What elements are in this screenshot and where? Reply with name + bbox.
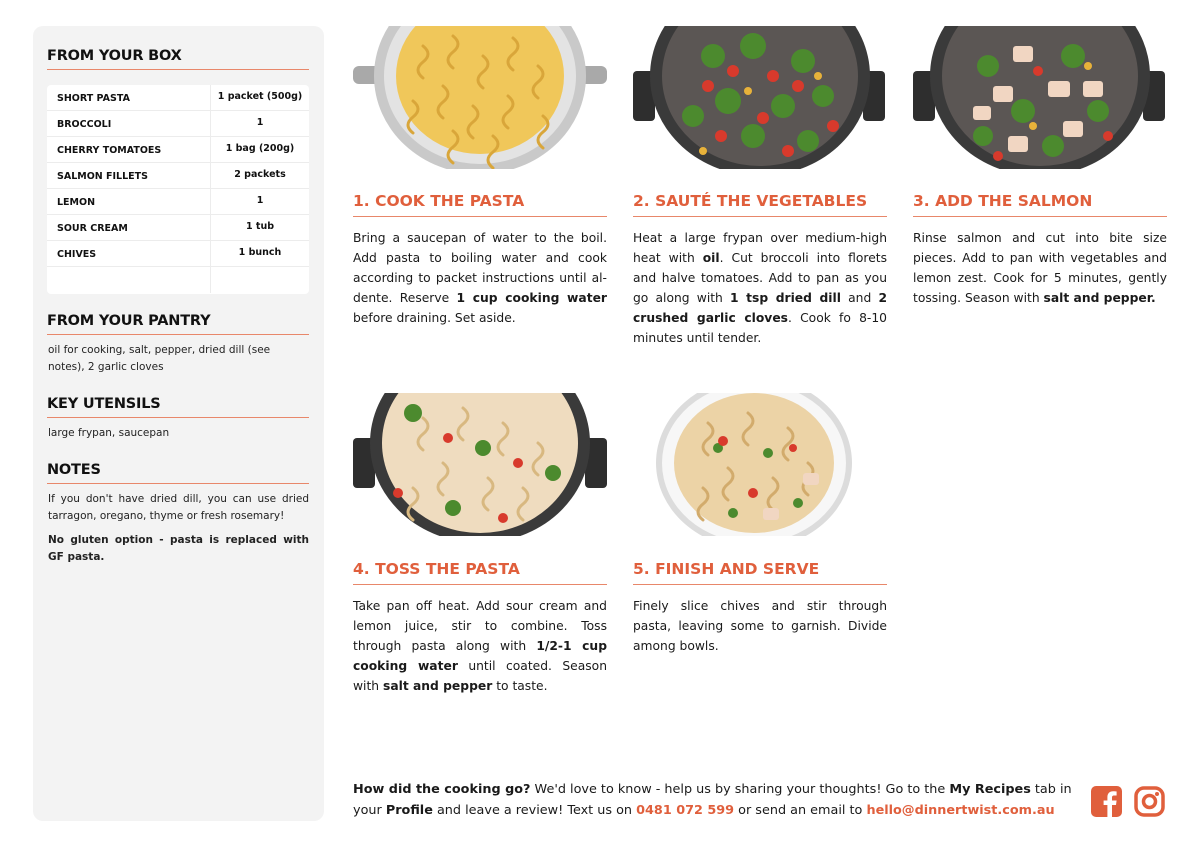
- ingredient-qty: 1 bag (200g): [225, 143, 295, 154]
- box-ingredients-table: [47, 85, 309, 294]
- emphasis-text: salt and pepper: [383, 679, 493, 693]
- ingredient-name: BROCCOLI: [57, 119, 112, 130]
- from-your-pantry-heading: FROM YOUR PANTRY: [47, 313, 309, 335]
- pantry-text: oil for cooking, salt, pepper, dried dill (see notes), 2 garlic cloves: [48, 344, 271, 373]
- body-text: . Cut broccoli into florets and halve tomatoes. Add to pan as you go along with: [633, 251, 887, 305]
- emphasis-text: salt and pepper.: [1043, 291, 1156, 305]
- table-row: [47, 163, 309, 189]
- body-text: until coated. Season with: [353, 659, 607, 693]
- emphasis-text: oil: [702, 251, 720, 265]
- step-2-image: [633, 26, 887, 169]
- facebook-icon[interactable]: [1091, 786, 1122, 817]
- step-4-body: [353, 596, 607, 696]
- phone-link[interactable]: 0481 072 599: [636, 803, 735, 818]
- table-row: [47, 137, 309, 163]
- footer-part: We'd love to know - help us by sharing your thoughts! Go to the: [530, 782, 950, 797]
- step-1-body: [353, 228, 607, 328]
- step-1-image: [353, 26, 607, 169]
- ingredient-qty: 2 packets: [234, 169, 286, 180]
- body-text: . Cook fo 8-10 minutes until tender.: [633, 311, 887, 345]
- body-text: Bring a saucepan of water to the boil. Add pasta to boiling water and cook according to packet instructions until al-dente. Reserve: [353, 231, 607, 305]
- body-text: and: [840, 291, 879, 305]
- step-3-image: [913, 26, 1167, 169]
- table-row: [47, 111, 309, 137]
- body-text: before draining. Set aside.: [353, 311, 516, 325]
- step-1-title: 1. COOK THE PASTA: [353, 192, 607, 217]
- body-text: Finely slice chives and stir through pasta, leaving some to garnish. Divide among bowls.: [633, 599, 887, 653]
- ingredient-name: CHIVES: [57, 249, 97, 260]
- table-row: [47, 215, 309, 241]
- step-2-title: 2. SAUTÉ THE VEGETABLES: [633, 192, 887, 217]
- emphasis-text: 1 cup cooking water: [456, 291, 607, 305]
- step-5-body: [633, 596, 887, 656]
- ingredient-name: SALMON FILLETS: [57, 171, 148, 182]
- emphasis-text: 1 tsp dried dill: [730, 291, 841, 305]
- step-5-title: 5. FINISH AND SERVE: [633, 560, 887, 585]
- key-utensils-heading: KEY UTENSILS: [47, 396, 309, 418]
- feedback-footer: [353, 779, 1073, 821]
- gluten-note: No gluten option - pasta is replaced with GF pasta.: [48, 534, 309, 563]
- notes-text: If you don't have dried dill, you can use dried tarragon, oregano, thyme or fresh rosemary!: [48, 493, 309, 522]
- profile-link: Profile: [385, 803, 433, 818]
- body-text: Take pan off heat. Add sour cream and lemon juice, stir to combine. Toss through pasta along with: [353, 599, 607, 653]
- email-link[interactable]: hello@dinnertwist.com.au: [866, 803, 1055, 818]
- ingredient-name: LEMON: [57, 197, 96, 208]
- emphasis-text: 2 crushed garlic cloves: [633, 291, 887, 325]
- instagram-icon[interactable]: [1134, 786, 1165, 817]
- footer-part: or send an email to: [734, 803, 867, 818]
- utensils-text: large frypan, saucepan: [48, 427, 170, 439]
- notes-heading: NOTES: [47, 462, 309, 484]
- step-3-body: [913, 228, 1167, 308]
- step-3-title: 3. ADD THE SALMON: [913, 192, 1167, 217]
- my-recipes-link: My Recipes: [949, 782, 1031, 797]
- table-row: [47, 189, 309, 215]
- body-text: to taste.: [492, 679, 548, 693]
- step-4-image: [353, 393, 607, 536]
- ingredient-qty: 1 tub: [245, 221, 275, 232]
- footer-part: How did the cooking go?: [353, 782, 531, 797]
- footer-part: tab in your: [353, 782, 1072, 818]
- ingredient-qty: 1: [256, 195, 264, 206]
- table-row: [47, 241, 309, 267]
- footer-part: and leave a review! Text us on: [432, 803, 637, 818]
- emphasis-text: 1/2-1 cup cooking water: [353, 639, 607, 673]
- ingredients-sidebar: [33, 26, 324, 821]
- ingredient-qty: 1 packet (500g): [217, 91, 303, 102]
- ingredient-name: CHERRY TOMATOES: [57, 145, 162, 156]
- table-row: [47, 85, 309, 111]
- step-2-body: [633, 228, 887, 348]
- table-row-empty: [47, 267, 309, 293]
- from-your-box-heading: FROM YOUR BOX: [47, 48, 309, 70]
- ingredient-name: SHORT PASTA: [57, 93, 130, 104]
- body-text: Rinse salmon and cut into bite size pieces. Add to pan with vegetables and lemon zest. Cook for 5 minutes, gently tossing. Season with: [913, 231, 1167, 305]
- ingredient-qty: 1 bunch: [238, 247, 282, 258]
- body-text: Heat a large frypan over medium-high heat with: [633, 231, 887, 265]
- ingredient-qty: 1: [256, 117, 264, 128]
- step-4-title: 4. TOSS THE PASTA: [353, 560, 607, 585]
- step-5-image: [633, 393, 887, 536]
- ingredient-name: SOUR CREAM: [57, 223, 128, 234]
